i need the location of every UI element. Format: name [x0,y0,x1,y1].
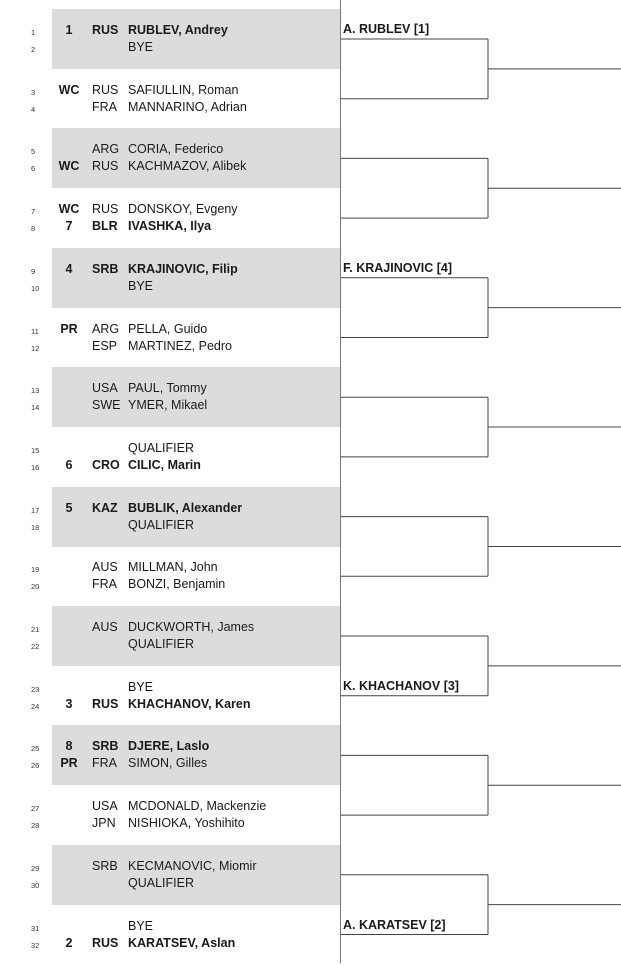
draw-position: 14 [31,403,40,413]
country-code: FRA [92,577,117,592]
draw-position: 7 [31,207,36,217]
round2-winner: K. KHACHANOV [3] [343,678,459,693]
country-code: SRB [92,858,118,873]
draw-position: 17 [31,505,40,515]
draw-position: 3 [31,87,36,97]
country-code: SWE [92,398,121,413]
draw-position: 6 [31,164,36,174]
player-name: DJERE, Laslo [128,739,210,754]
draw-position: 32 [31,940,40,950]
country-code: USA [92,381,118,396]
draw-position: 30 [31,880,40,890]
seed-entry: WC [58,159,80,174]
seed-entry: 4 [65,261,73,276]
player-name: SIMON, Gilles [128,756,208,771]
draw-position: 2 [31,45,36,54]
draw-position: 26 [31,761,40,771]
player-name: KACHMAZOV, Alibek [128,159,247,174]
player-name: KARATSEV, Aslan [128,935,236,950]
draw-position: 5 [31,147,36,157]
player-name: BYE [128,679,154,694]
player-name: MILLMAN, John [128,560,218,575]
seed-entry: 6 [65,457,73,472]
draw-position: 16 [31,462,40,472]
player-name: CORIA, Federico [128,142,224,157]
draw-position: 8 [31,224,36,234]
player-name: RUBLEV, Andrey [128,23,228,37]
draw-position: 1 [31,28,36,37]
draw-position: 29 [31,863,40,873]
player-name: DUCKWORTH, James [128,620,255,634]
draw-position: 10 [31,283,40,293]
seed-entry: 8 [65,739,73,754]
player-name: QUALIFIER [128,875,194,890]
country-code: AUS [92,620,118,634]
player-name: BYE [128,918,154,933]
country-code: JPN [92,816,116,831]
country-code: RUS [92,82,119,97]
country-code: ARG [92,142,120,157]
player-name: MANNARINO, Adrian [128,99,247,114]
draw-position: 28 [31,821,40,831]
country-code: RUS [92,202,119,217]
country-code: FRA [92,99,117,114]
draw-position: 15 [31,445,40,455]
draw-position: 12 [31,343,40,353]
round2-winner: F. KRAJINOVIC [4] [343,260,453,275]
seed-entry: 2 [65,935,73,950]
draw-position: 20 [31,582,40,592]
draw-position: 11 [31,326,39,336]
country-code: RUS [92,159,119,174]
draw-position: 19 [31,565,40,575]
country-code: RUS [92,23,119,37]
country-code: FRA [92,756,117,771]
player-name: NISHIOKA, Yoshihito [128,816,245,831]
country-code: ARG [92,321,120,336]
player-name: MCDONALD, Mackenzie [128,799,267,814]
draw-position: 9 [31,266,36,276]
player-name: PELLA, Guido [128,321,208,336]
country-code: CRO [92,457,120,472]
draw-position: 27 [31,804,40,814]
seed-entry: 5 [65,500,73,515]
draw-position: 22 [31,642,40,651]
player-name: MARTINEZ, Pedro [128,338,232,353]
seed-entry: 1 [65,23,73,37]
country-code: USA [92,799,118,814]
country-code: RUS [92,696,119,711]
player-name: KHACHANOV, Karen [128,696,251,711]
country-code: SRB [92,739,119,754]
country-code: ESP [92,338,118,353]
player-name: BONZI, Benjamin [128,577,226,592]
country-code: AUS [92,560,118,575]
seed-entry: WC [58,202,80,217]
player-name: QUALIFIER [128,637,194,651]
draw-position: 13 [31,386,40,396]
country-code: BLR [92,219,118,234]
draw-position: 4 [31,104,36,114]
player-name: DONSKOY, Evgeny [128,202,238,217]
player-name: IVASHKA, Ilya [128,219,212,234]
draw-position: 21 [31,625,40,634]
player-name: QUALIFIER [128,517,194,532]
seed-entry: 3 [65,696,73,711]
player-name: BYE [128,40,154,54]
country-code: KAZ [92,500,118,515]
draw-position: 18 [31,522,40,532]
player-name: PAUL, Tommy [128,381,207,396]
seed-entry: WC [58,82,80,97]
player-name: QUALIFIER [128,440,194,455]
player-name: YMER, Mikael [128,398,208,413]
player-name: SAFIULLIN, Roman [128,82,239,97]
round2-winner: A. RUBLEV [1] [343,22,430,36]
player-name: KECMANOVIC, Miomir [128,858,257,873]
player-name: BUBLIK, Alexander [128,500,243,515]
draw-position: 25 [31,744,40,754]
seed-entry: PR [60,756,78,771]
player-name: KRAJINOVIC, Filip [128,261,238,276]
seed-entry: 7 [65,219,73,234]
draw-position: 31 [31,923,40,933]
player-name: CILIC, Marin [128,457,201,472]
round2-winner: A. KARATSEV [2] [343,917,446,932]
draw-position: 24 [31,701,40,711]
player-name: BYE [128,278,154,293]
country-code: SRB [92,261,119,276]
draw-position: 23 [31,684,40,694]
country-code: RUS [92,935,119,950]
seed-entry: PR [60,321,78,336]
